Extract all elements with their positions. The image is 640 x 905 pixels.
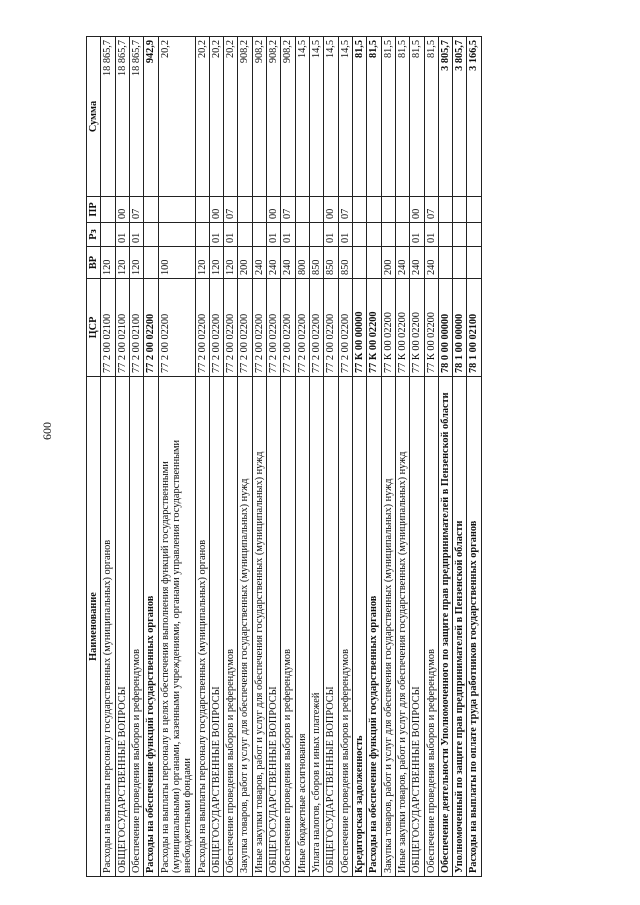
cell-pr bbox=[352, 197, 366, 223]
table-row bbox=[144, 37, 158, 877]
cell-rz: 01 bbox=[115, 223, 129, 247]
cell-name: ОБЩЕГОСУДАРСТВЕННЫЕ ВОПРОСЫ bbox=[267, 377, 281, 877]
cell-name: ОБЩЕГОСУДАРСТВЕННЫЕ ВОПРОСЫ bbox=[115, 377, 129, 877]
table-row bbox=[209, 37, 223, 877]
cell-sum: 81,5 bbox=[352, 37, 366, 197]
cell-pr bbox=[158, 197, 195, 223]
cell-pr: 07 bbox=[224, 197, 238, 223]
cell-sum: 18 865,7 bbox=[101, 37, 115, 197]
cell-vr: 120 bbox=[195, 247, 209, 279]
page-number: 600 bbox=[40, 422, 54, 440]
cell-rz bbox=[238, 223, 252, 247]
header-pr: ПР bbox=[87, 197, 101, 223]
cell-rz bbox=[101, 223, 115, 247]
cell-vr: 200 bbox=[381, 247, 395, 279]
table-row bbox=[367, 37, 381, 877]
cell-sum: 20,2 bbox=[224, 37, 238, 197]
cell-csr: 77 2 00 02200 bbox=[295, 279, 309, 377]
cell-vr bbox=[367, 247, 381, 279]
cell-vr: 240 bbox=[252, 247, 266, 279]
cell-vr: 120 bbox=[209, 247, 223, 279]
cell-pr bbox=[453, 197, 467, 223]
cell-rz: 01 bbox=[338, 223, 352, 247]
cell-sum: 81,5 bbox=[367, 37, 381, 197]
cell-csr: 77 К 00 02200 bbox=[367, 279, 381, 377]
cell-rz bbox=[352, 223, 366, 247]
cell-pr: 07 bbox=[129, 197, 143, 223]
cell-vr: 240 bbox=[281, 247, 295, 279]
table-row bbox=[381, 37, 395, 877]
cell-vr: 800 bbox=[295, 247, 309, 279]
cell-name: Расходы на обеспечение функций государственных органов bbox=[144, 377, 158, 877]
cell-sum: 14,5 bbox=[295, 37, 309, 197]
cell-pr: 07 bbox=[338, 197, 352, 223]
cell-csr: 77 2 00 02200 bbox=[224, 279, 238, 377]
cell-sum: 14,5 bbox=[310, 37, 324, 197]
cell-csr: 77 2 00 02200 bbox=[238, 279, 252, 377]
cell-sum: 20,2 bbox=[209, 37, 223, 197]
table-row bbox=[267, 37, 281, 877]
table-row bbox=[238, 37, 252, 877]
cell-vr: 120 bbox=[224, 247, 238, 279]
cell-pr: 07 bbox=[424, 197, 438, 223]
cell-name: Иные бюджетные ассигнования bbox=[295, 377, 309, 877]
cell-csr: 77 2 00 02200 bbox=[209, 279, 223, 377]
cell-csr: 77 К 00 00000 bbox=[352, 279, 366, 377]
cell-sum: 908,2 bbox=[281, 37, 295, 197]
cell-csr: 77 2 00 02200 bbox=[144, 279, 158, 377]
cell-vr bbox=[352, 247, 366, 279]
cell-name: Обеспечение проведения выборов и референдумов bbox=[281, 377, 295, 877]
table-row bbox=[158, 37, 195, 877]
cell-pr bbox=[252, 197, 266, 223]
cell-name: Обеспечение проведения выборов и референдумов bbox=[224, 377, 238, 877]
cell-name: Расходы на выплаты персоналу государственных (муниципальных) органов bbox=[101, 377, 115, 877]
cell-sum: 18 865,7 bbox=[115, 37, 129, 197]
table-row bbox=[224, 37, 238, 877]
cell-rz bbox=[381, 223, 395, 247]
cell-sum: 81,5 bbox=[410, 37, 424, 197]
cell-name: Закупка товаров, работ и услуг для обеспечения государственных (муниципальных) нужд bbox=[238, 377, 252, 877]
rotated-table-wrapper bbox=[86, 37, 556, 877]
table-row bbox=[338, 37, 352, 877]
cell-csr: 77 2 00 02100 bbox=[115, 279, 129, 377]
cell-rz bbox=[252, 223, 266, 247]
cell-pr bbox=[367, 197, 381, 223]
cell-rz bbox=[467, 223, 481, 247]
cell-sum: 942,9 bbox=[144, 37, 158, 197]
cell-vr: 120 bbox=[115, 247, 129, 279]
cell-name: Обеспечение проведения выборов и референдумов bbox=[424, 377, 438, 877]
cell-sum: 20,2 bbox=[195, 37, 209, 197]
cell-sum: 3 805,7 bbox=[453, 37, 467, 197]
cell-rz bbox=[395, 223, 409, 247]
cell-csr: 77 2 00 02200 bbox=[310, 279, 324, 377]
cell-pr bbox=[438, 197, 452, 223]
cell-csr: 77 2 00 02200 bbox=[281, 279, 295, 377]
cell-pr: 00 bbox=[410, 197, 424, 223]
table-row bbox=[281, 37, 295, 877]
cell-name: ОБЩЕГОСУДАРСТВЕННЫЕ ВОПРОСЫ bbox=[324, 377, 338, 877]
cell-name: Кредиторская задолженность bbox=[352, 377, 366, 877]
cell-vr: 100 bbox=[158, 247, 195, 279]
cell-name: Иные закупки товаров, работ и услуг для обеспечения государственных (муниципальных) нужд bbox=[252, 377, 266, 877]
cell-vr bbox=[453, 247, 467, 279]
cell-csr: 77 К 00 02200 bbox=[410, 279, 424, 377]
table-row bbox=[424, 37, 438, 877]
cell-rz bbox=[158, 223, 195, 247]
cell-csr: 77 К 00 02200 bbox=[381, 279, 395, 377]
cell-sum: 18 865,7 bbox=[129, 37, 143, 197]
cell-pr: 00 bbox=[324, 197, 338, 223]
cell-vr bbox=[467, 247, 481, 279]
cell-vr: 240 bbox=[424, 247, 438, 279]
cell-rz bbox=[438, 223, 452, 247]
cell-name: Закупка товаров, работ и услуг для обеспечения государственных (муниципальных) нужд bbox=[381, 377, 395, 877]
cell-name: Расходы на обеспечение функций государственных органов bbox=[367, 377, 381, 877]
table-row bbox=[352, 37, 366, 877]
cell-rz bbox=[310, 223, 324, 247]
cell-csr: 77 К 00 02200 bbox=[424, 279, 438, 377]
cell-rz bbox=[144, 223, 158, 247]
cell-sum: 908,2 bbox=[252, 37, 266, 197]
cell-name: Обеспечение проведения выборов и референдумов bbox=[338, 377, 352, 877]
cell-pr bbox=[195, 197, 209, 223]
header-vr: ВР bbox=[87, 247, 101, 279]
cell-vr: 850 bbox=[324, 247, 338, 279]
header-name: Наименование bbox=[87, 377, 101, 877]
header-rz: Рз bbox=[87, 223, 101, 247]
cell-csr: 78 1 00 00000 bbox=[453, 279, 467, 377]
cell-rz bbox=[453, 223, 467, 247]
cell-csr: 77 2 00 02200 bbox=[158, 279, 195, 377]
cell-pr bbox=[381, 197, 395, 223]
cell-vr: 120 bbox=[101, 247, 115, 279]
cell-sum: 3 166,5 bbox=[467, 37, 481, 197]
cell-csr: 77 2 00 02200 bbox=[252, 279, 266, 377]
cell-name: Иные закупки товаров, работ и услуг для обеспечения государственных (муниципальных) нужд bbox=[395, 377, 409, 877]
cell-csr: 77 2 00 02200 bbox=[195, 279, 209, 377]
table-header-row bbox=[87, 37, 101, 877]
cell-vr: 850 bbox=[310, 247, 324, 279]
cell-name: Расходы на выплаты персоналу государственных (муниципальных) органов bbox=[195, 377, 209, 877]
cell-csr: 77 2 00 02200 bbox=[324, 279, 338, 377]
cell-vr: 200 bbox=[238, 247, 252, 279]
table-row bbox=[195, 37, 209, 877]
cell-vr: 850 bbox=[338, 247, 352, 279]
cell-vr: 240 bbox=[395, 247, 409, 279]
cell-csr: 77 2 00 02100 bbox=[101, 279, 115, 377]
table-row bbox=[438, 37, 452, 877]
cell-pr bbox=[395, 197, 409, 223]
cell-sum: 908,2 bbox=[238, 37, 252, 197]
cell-pr: 00 bbox=[115, 197, 129, 223]
cell-name: Расходы на выплаты по оплате труда работников государственных органов bbox=[467, 377, 481, 877]
cell-rz bbox=[195, 223, 209, 247]
table-row bbox=[395, 37, 409, 877]
cell-vr: 120 bbox=[129, 247, 143, 279]
cell-pr: 00 bbox=[267, 197, 281, 223]
cell-rz: 01 bbox=[424, 223, 438, 247]
cell-pr bbox=[310, 197, 324, 223]
header-csr: ЦСР bbox=[87, 279, 101, 377]
cell-name: Расходы на выплаты персоналу в целях обеспечения выполнения функций государственными (муниципальными) органами, казенными учреждениями, органами управления государственными внебюджетными фондами bbox=[158, 377, 195, 877]
header-sum: Сумма bbox=[87, 37, 101, 197]
cell-rz: 01 bbox=[267, 223, 281, 247]
cell-csr: 77 К 00 02200 bbox=[395, 279, 409, 377]
cell-csr: 77 2 00 02200 bbox=[338, 279, 352, 377]
cell-name: Уполномоченный по защите прав предпринимателей в Пензенской области bbox=[453, 377, 467, 877]
table-row bbox=[410, 37, 424, 877]
cell-sum: 14,5 bbox=[324, 37, 338, 197]
cell-pr bbox=[238, 197, 252, 223]
table-row bbox=[129, 37, 143, 877]
cell-name: Уплата налогов, сборов и иных платежей bbox=[310, 377, 324, 877]
cell-name: Обеспечение деятельности Уполномоченного по защите прав предпринимателей в Пензенской области bbox=[438, 377, 452, 877]
cell-rz bbox=[367, 223, 381, 247]
cell-sum: 81,5 bbox=[424, 37, 438, 197]
cell-sum: 20,2 bbox=[158, 37, 195, 197]
table-body bbox=[101, 37, 481, 877]
cell-pr bbox=[101, 197, 115, 223]
cell-rz: 01 bbox=[324, 223, 338, 247]
cell-name: Обеспечение проведения выборов и референдумов bbox=[129, 377, 143, 877]
table-row bbox=[324, 37, 338, 877]
cell-rz: 01 bbox=[209, 223, 223, 247]
cell-rz: 01 bbox=[129, 223, 143, 247]
table-row bbox=[115, 37, 129, 877]
cell-sum: 81,5 bbox=[395, 37, 409, 197]
cell-sum: 908,2 bbox=[267, 37, 281, 197]
table-row bbox=[310, 37, 324, 877]
cell-pr bbox=[295, 197, 309, 223]
cell-vr: 240 bbox=[267, 247, 281, 279]
cell-sum: 81,5 bbox=[381, 37, 395, 197]
table-row bbox=[295, 37, 309, 877]
cell-name: ОБЩЕГОСУДАРСТВЕННЫЕ ВОПРОСЫ bbox=[410, 377, 424, 877]
table-row bbox=[453, 37, 467, 877]
cell-rz: 01 bbox=[224, 223, 238, 247]
cell-csr: 77 2 00 02100 bbox=[129, 279, 143, 377]
cell-pr: 00 bbox=[209, 197, 223, 223]
cell-vr bbox=[144, 247, 158, 279]
cell-name: ОБЩЕГОСУДАРСТВЕННЫЕ ВОПРОСЫ bbox=[209, 377, 223, 877]
cell-pr bbox=[144, 197, 158, 223]
cell-sum: 14,5 bbox=[338, 37, 352, 197]
cell-vr: 240 bbox=[410, 247, 424, 279]
cell-csr: 78 1 00 02100 bbox=[467, 279, 481, 377]
table-row bbox=[467, 37, 481, 877]
cell-rz: 01 bbox=[410, 223, 424, 247]
cell-rz: 01 bbox=[281, 223, 295, 247]
budget-table bbox=[86, 36, 482, 877]
cell-pr bbox=[467, 197, 481, 223]
cell-sum: 3 805,7 bbox=[438, 37, 452, 197]
table-row bbox=[252, 37, 266, 877]
cell-csr: 77 2 00 02200 bbox=[267, 279, 281, 377]
cell-vr bbox=[438, 247, 452, 279]
cell-rz bbox=[295, 223, 309, 247]
table-row bbox=[101, 37, 115, 877]
cell-pr: 07 bbox=[281, 197, 295, 223]
cell-csr: 78 0 00 00000 bbox=[438, 279, 452, 377]
